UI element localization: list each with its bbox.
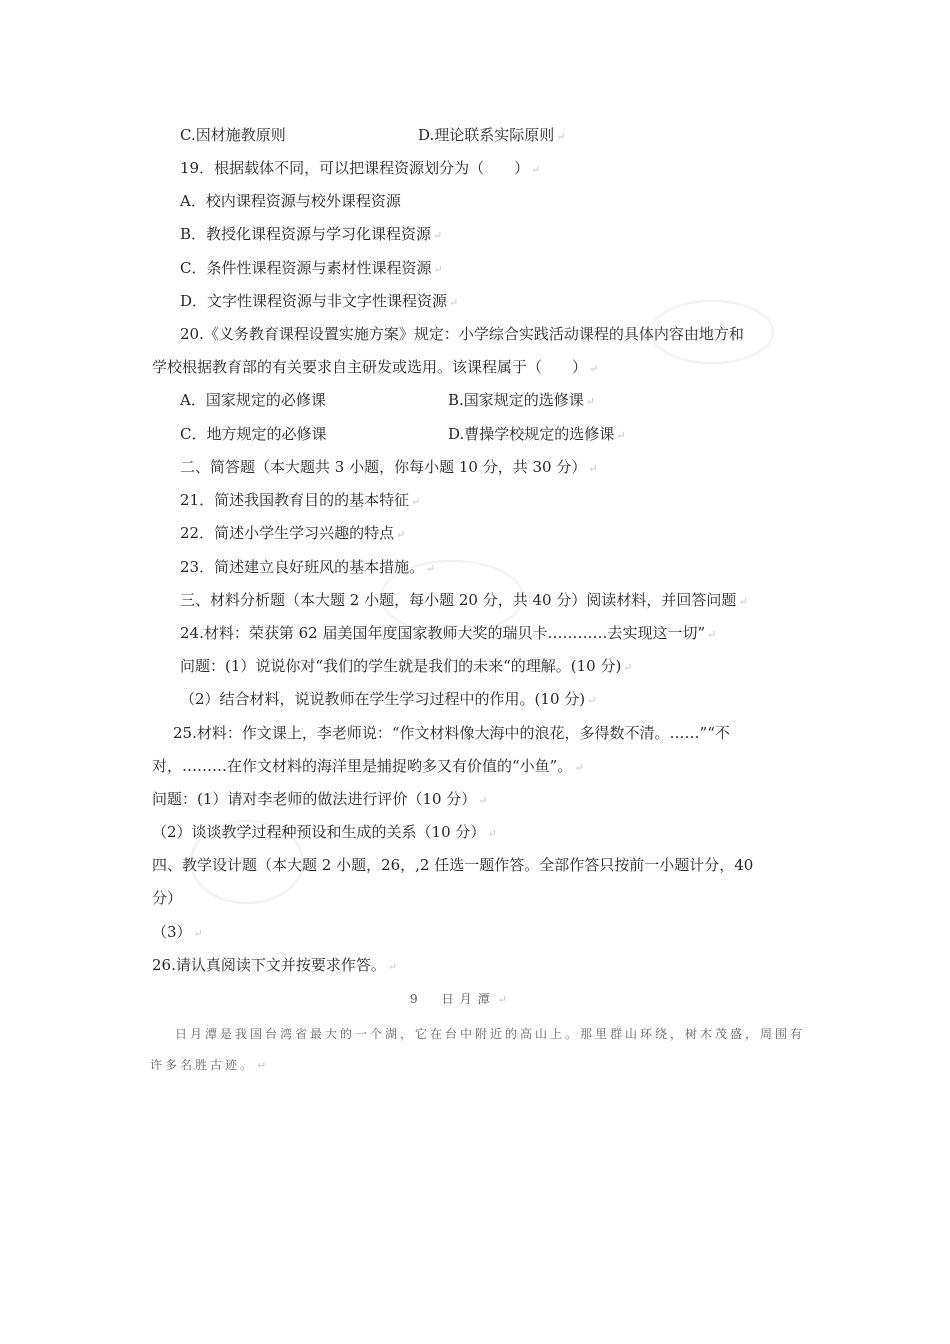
question-20-line1: 20.《义务教育课程设置实施方案》规定：小学综合实践活动课程的具体内容由地方和 — [180, 325, 744, 343]
option-c-20: C．地方规定的必修课 — [180, 425, 327, 443]
question-marker-3: （3） ↵ — [152, 923, 203, 941]
question-21: 21．简述我国教育目的的基本特征 ↵ — [180, 491, 421, 509]
question-23: 23．简述建立良好班风的基本措施。 ↵ — [180, 558, 436, 576]
question-20-line2: 学校根据教育部的有关要求自主研发或选用。该课程属于（ ） ↵ — [152, 358, 599, 376]
option-d-19: D．文字性课程资源与非文字性课程资源 ↵ — [180, 292, 459, 310]
question-25-part1: 问题：(1）请对李老师的做法进行评价（10 分） ↵ — [152, 790, 488, 808]
option-c-18: C.因材施教原则 — [180, 126, 286, 144]
option-b-19: B．教授化课程资源与学习化课程资源 ↵ — [180, 225, 443, 243]
section-heading-material-analysis: 三、材料分析题（本大题 2 小题，每小题 20 分，共 40 分）阅读材料，并回答问题 ↵ — [180, 591, 748, 609]
option-c-19: C．条件性课程资源与素材性课程资源 ↵ — [180, 259, 443, 277]
option-b-20: B.国家规定的选修课 ↵ — [448, 391, 596, 409]
section-heading-short-answer: 二、简答题（本大题共 3 小题，你每小题 10 分，共 30 分） ↵ — [180, 458, 598, 476]
question-24-part2: （2）结合材料，说说教师在学生学习过程中的作用。(10 分) ↵ — [180, 690, 597, 708]
question-19: 19．根据载体不同，可以把课程资源划分为（ ） ↵ — [180, 159, 541, 177]
passage-title: 9 日月潭 ↵ — [410, 992, 513, 1006]
section-heading-teaching-design: 四、教学设计题（本大题 2 小题，26，,2 任选一题作答。全部作答只按前一小题计分，40 — [152, 856, 754, 874]
section-heading-teaching-design-cont: 分） — [152, 889, 183, 907]
question-25-part2: （2）谈谈教学过程种预设和生成的关系（10 分） ↵ — [152, 823, 497, 841]
option-a-19: A．校内课程资源与校外课程资源 — [180, 192, 401, 210]
question-25-line2: 对，………在作文材料的海洋里是捕捉哟多又有价值的“小鱼”。 ↵ — [152, 757, 584, 775]
passage-line-1: 日月潭是我国台湾省最大的一个湖，它在台中附近的高山上。那里群山环绕，树木茂盛，周围有 — [175, 1027, 806, 1041]
option-d-18: D.理论联系实际原则 ↵ — [418, 126, 566, 144]
question-24-part1: 问题：(1）说说你对“我们的学生就是我们的未来“的理解。(10 分) ↵ — [180, 657, 633, 675]
question-26: 26.请认真阅读下文并按要求作答。 ↵ — [152, 956, 398, 974]
passage-line-2: 许多名胜古迹。 ↵ — [150, 1058, 270, 1072]
question-24-material: 24.材料：荣获第 62 届美国年度国家教师大奖的瑞贝卡…………去实现这一切” ↵ — [180, 624, 717, 642]
option-a-20: A．国家规定的必修课 — [180, 391, 326, 409]
question-22: 22．简述小学生学习兴趣的特点 ↵ — [180, 524, 406, 542]
option-d-20: D.曹操学校规定的选修课 ↵ — [448, 425, 626, 443]
question-25-line1: 25.材料：作文课上，李老师说：“作文材料像大海中的浪花，多得数不清。……”“不 — [173, 724, 730, 742]
